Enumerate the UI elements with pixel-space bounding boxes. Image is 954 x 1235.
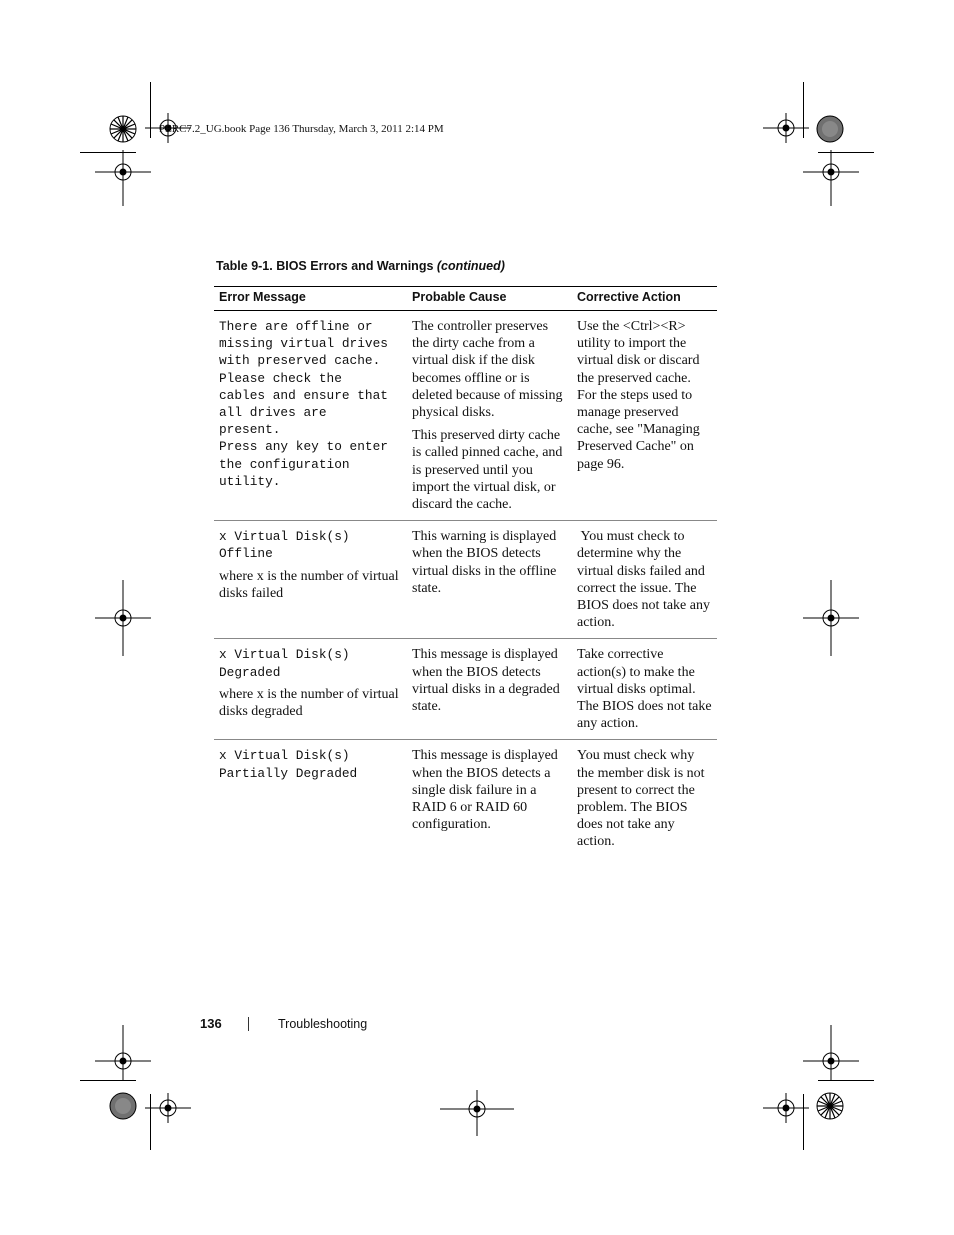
probable-cause-cell (407, 311, 572, 521)
probable-cause-text: This message is displayed when the BIOS detects virtual disks in a degraded state. (412, 647, 560, 715)
page-number: 136 (200, 1016, 222, 1031)
error-message-text: There are offline or missing virtual drives with preserved cache. Please check the cables and ensure that all drives are present. Press any key to enter the configuration utility. (219, 319, 388, 489)
corrective-action-text: You must check to determine why the virtual disks failed and correct the issue. The BIOS does not take any action. (577, 529, 714, 631)
corrective-action-text: Take corrective action(s) to make the virtual disks optimal. The BIOS does not take any action. (577, 647, 712, 732)
error-message-text: x Virtual Disk(s) Offline (219, 529, 350, 562)
table-title-text: Table 9-1. BIOS Errors and Warnings (216, 259, 437, 273)
starburst-target-icon (108, 114, 138, 144)
registration-mark-icon (95, 1025, 151, 1081)
probable-cause-text: This warning is displayed when the BIOS detects virtual disks in the offline state. (412, 529, 557, 596)
probable-cause-text: This message is displayed when the BIOS detects a single disk failure in a RAID 6 or RAID 60 configuration. (412, 748, 558, 833)
starburst-target-icon (815, 1091, 845, 1121)
bios-errors-table (214, 286, 717, 858)
column-header-corrective-action: Corrective Action (572, 287, 717, 311)
registration-mark-icon (145, 1093, 191, 1123)
error-message-note: where x is the number of virtual disks failed (219, 568, 399, 601)
corrective-action-text: Use the <Ctrl><R> utility to import the virtual disk or discard the preserved cache. For the steps used to manage preserved cache, see "Managing Preserved Cache" on page 96. (577, 319, 700, 472)
probable-cause-cell (407, 639, 572, 740)
corrective-action-cell (572, 311, 717, 521)
table-title-continued: (continued) (436, 259, 505, 273)
gray-target-icon (108, 1091, 138, 1121)
error-message-cell (214, 740, 407, 858)
probable-cause-text: This preserved dirty cache is called pinned cache, and is preserved until you import the virtual disk, or discard the cache. (412, 428, 563, 513)
error-message-note: where x is the number of virtual disks degraded (219, 686, 399, 720)
corrective-action-cell (572, 521, 717, 639)
registration-mark-icon (763, 1093, 809, 1123)
section-name: Troubleshooting (278, 1017, 368, 1031)
error-message-cell (214, 311, 407, 521)
registration-mark-icon (803, 580, 859, 656)
registration-mark-icon (95, 150, 151, 206)
gray-target-icon (815, 114, 845, 144)
column-header-probable-cause: Probable Cause (407, 287, 572, 311)
corrective-action-cell (572, 740, 717, 858)
column-header-error-message: Error Message (214, 287, 407, 311)
registration-mark-icon (763, 113, 809, 143)
probable-cause-cell (407, 521, 572, 639)
table-row (214, 740, 717, 858)
table-header-row (214, 287, 717, 311)
registration-mark-icon (440, 1090, 514, 1136)
corrective-action-text: You must check why the member disk is not present to correct the problem. The BIOS does not take any action. (577, 748, 705, 850)
table-title (216, 259, 505, 273)
registration-mark-icon (803, 150, 859, 206)
table-row (214, 311, 717, 521)
registration-mark-icon (95, 580, 151, 656)
corrective-action-cell (572, 639, 717, 740)
print-slug: PERC7.2_UG.book Page 136 Thursday, March 3, 2011 2:14 PM (159, 123, 444, 135)
error-message-cell (214, 521, 407, 639)
footer-divider (248, 1017, 249, 1031)
error-message-cell (214, 639, 407, 740)
error-message-text: x Virtual Disk(s) Partially Degraded (219, 748, 358, 781)
registration-mark-icon (803, 1025, 859, 1081)
table-row (214, 521, 717, 639)
probable-cause-text: The controller preserves the dirty cache from a virtual disk if the disk becomes offline or is deleted because of missing physical disks. (412, 319, 563, 421)
error-message-text: x Virtual Disk(s) Degraded (219, 647, 350, 680)
table-row (214, 639, 717, 740)
probable-cause-cell (407, 740, 572, 858)
